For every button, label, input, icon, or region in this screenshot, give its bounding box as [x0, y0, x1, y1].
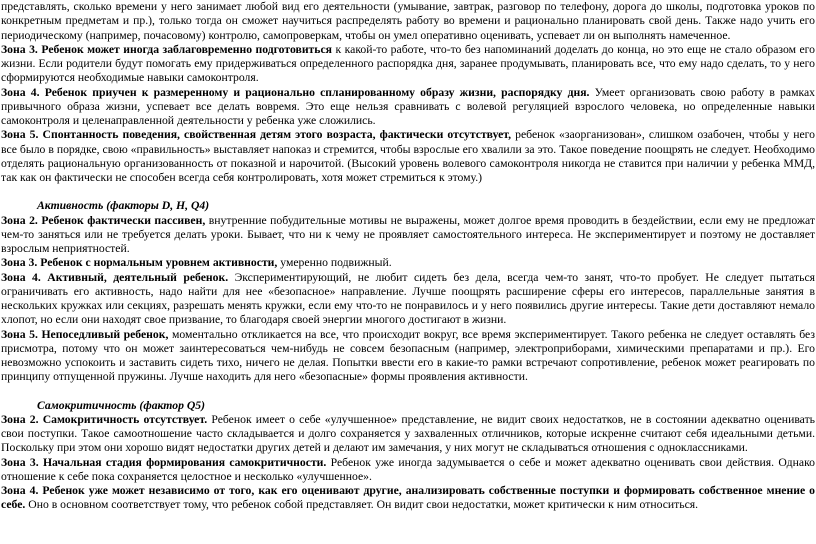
zone-text: Экспериментирующий, не любит сидеть без дела, всегда чем-то занят, что-то пробует. Не следует пытаться ограничивать его активность, надо найти для нее «безопасное» направление. Лучше поощрять расширение сферы его интересов, параллельные занятия в нескольких кружках или секциях, разрешать менять кружки, если ему что-то не понравилось и у него появились другие интересы. Такие дети доставляют немало хлопот, но если они находят свое призвание, то благодаря своей энергии многого достигают в жизни.: [1, 270, 816, 327]
zone-label: Зона 4.: [1, 484, 39, 497]
zone-title: Ребенок уже может независимо от того, как его оценивают другие, анализировать собственные поступки и формировать собственное мнение о себе.: [1, 484, 816, 512]
zone-paragraph: [1, 484, 815, 513]
zone-text: Ребенок уже иногда задумывается о себе и может адекватно оценивать свои действия. Однако отношение к себе пока сохраняется целостное и несколько «улучшенное».: [1, 455, 815, 483]
zone-paragraph: [1, 256, 815, 270]
zone-text: ребенок «заорганизован», слишком озабочен, чтобы у него все было в порядке, свою «правильность» выставляет напоказ и стремится, чтобы взрослые его хвалили за это. Такое поведение поощрять не следует. Необходимо отделять рациональную организованность от показной и нарочитой. (Высокий уровень волевого самоконтроля никогда не ставится при наличии у ребенка ММД, так как он фактически не способен всегда себя контролировать, хотя может стремиться к этому.): [1, 128, 816, 184]
zone-text: внутренние побудительные мотивы не выражены, может долгое время проводить в бездействии, если ему не предложат чем-то заняться или не требуется делать уроки. Бывает, что ни к чему не проявляет самостоятельного интереса. Не экспериментирует и поэтому не доставляет взрослым неприятностей.: [1, 213, 816, 255]
zone-title: Непоседливый ребенок,: [41, 327, 169, 341]
zone-title: Спонтанность поведения, свойственная детям этого возраста, фактически отсутствует,: [42, 128, 512, 142]
zone-title: Активный, деятельный ребенок.: [47, 270, 229, 284]
zone-title: Ребенок может иногда заблаговременно подготовиться: [41, 42, 332, 56]
zone-text: умеренно подвижный.: [280, 256, 392, 270]
zone-text: Умеет организовать свою работу в рамках привычного образа жизни, успевает все делать вовремя. Это еще нельзя сравнивать с волевой регуляцией взрослого человека, но определенные навыки самоконтроля и целенаправленной деятельности у ребенка уже сложились.: [1, 85, 816, 127]
zone-label: Зона 3.: [1, 256, 38, 270]
zone-label: Зона 2.: [1, 213, 38, 227]
zone-title: Самокритичность отсутствует.: [42, 412, 208, 426]
zone-paragraph: [1, 328, 815, 385]
zone-title: Ребенок фактически пассивен,: [41, 213, 206, 227]
zone-text: Ребенок имеет о себе «улучшенное» представление, не видит своих недостатков, не в состоянии адекватно оценивать свои поступки. Такое самоотношение часто складывается и долго сохраняется у захваленных отличников, которые искренне считают себя идеальными детьми. Поскольку при этом они хорошо видят недостатки других детей и делают им замечания, у них могут не складываться отношения с одноклассниками.: [1, 412, 816, 455]
intro-paragraph: представлять, сколько времени у него занимает любой вид его деятельности (умывание, завтрак, разговор по телефону, дорога до школы, подготовка уроков по конкретным предметам и пр.), только тогда он сможет научиться распределять работу во времени и рационально планировать свой день. Также надо учить его периодическому (например, почасовому) контролю, самопроверкам, чтобы он умел оперативно оценивать, успевает ли он выполнять намеченное.: [1, 0, 815, 42]
zone-label: Зона 5.: [1, 327, 38, 341]
section-heading-activity: Активность (факторы D, H, Q4): [37, 199, 210, 213]
section-heading-self-criticism: Самокритичность (фактор Q5): [37, 398, 206, 412]
zone-paragraph: [1, 43, 815, 86]
zone-label: Зона 4.: [1, 270, 41, 284]
zone-paragraph: [1, 86, 815, 129]
zone-label: Зона 5.: [1, 128, 39, 142]
zone-label: Зона 3.: [1, 455, 39, 469]
zone-paragraph: [1, 413, 815, 456]
zone-title: Ребенок с нормальным уровнем активности,: [40, 256, 278, 270]
zone-label: Зона 2.: [1, 412, 39, 426]
zone-paragraph: [1, 214, 815, 257]
zone-text: к какой-то работе, что-то без напоминаний доделать до конца, но это еще не стало образом его жизни. Если родители будут помогать ему придерживаться определенного распорядка дня, заранее продумывать, планировать все, что ему надо сделать, то у него сформируются необходимые навыки самоконтроля.: [1, 42, 816, 85]
zone-paragraph: [1, 271, 815, 328]
zone-paragraph: [1, 456, 815, 485]
zone-text: моментально откликается на все, что происходит вокруг, все время экспериментирует. Такого ребенка не следует оставлять без присмотра, потому что он может заинтересоваться чем-нибудь не совсем безопасным (например, электроприборами, химическими препаратами и пр.). Его невозможно успокоить и заставить сидеть тихо, ничего не делая. Попытки ввести его в какие-то рамки встречают сопротивление, ребенок может реагировать по принципу отпущенной пружины. Лучше находить для него «безопасные» формы проявления активности.: [1, 327, 816, 384]
zone-paragraph: [1, 128, 815, 185]
zone-text: Оно в основном соответствует тому, что ребенок собой представляет. Он видит свои недостатки, может критически к ним относиться.: [28, 498, 699, 512]
zone-label: Зона 3.: [1, 42, 38, 56]
zone-label: Зона 4.: [1, 85, 40, 99]
zone-title: Начальная стадия формирования самокритичности.: [42, 455, 327, 469]
zone-title: Ребенок приучен к размеренному и рационально спланированному образу жизни, распорядку дня.: [44, 85, 590, 99]
